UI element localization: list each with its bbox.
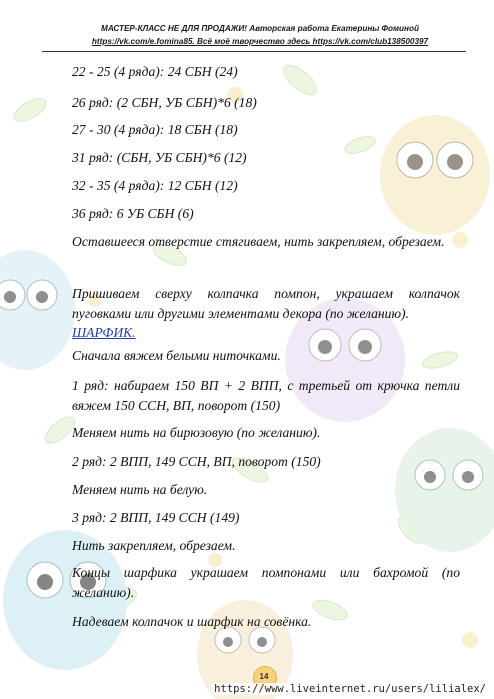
scarf-row-1: 1 ряд: набираем 150 ВП + 2 ВПП, с третьей от крючка петли вяжем 150 ССН, ВП, поворот (150) [72, 378, 460, 413]
row-36: 36 ряд: 6 УБ СБН (6) [72, 206, 194, 221]
row-27-30: 27 - 30 (4 ряда): 18 СБН (18) [72, 122, 238, 137]
row-26: 26 ряд: (2 СБН, УБ СБН)*6 (18) [72, 95, 257, 110]
row-32-35: 32 - 35 (4 ряда): 12 СБН (12) [72, 178, 238, 193]
section-title-scarf: ШАРФИК. [72, 325, 136, 340]
row-31: 31 ряд: (СБН, УБ СБН)*6 (12) [72, 150, 247, 165]
header-divider [42, 51, 466, 52]
page-number: 14 [259, 672, 269, 681]
scarf-row-3: 3 ряд: 2 ВПП, 149 ССН (149) [72, 510, 240, 525]
scarf-ends: Концы шарфика украшаем помпонами или бахромой (по желанию). [72, 565, 460, 600]
header-links[interactable]: https://vk.com/e.fomina85. Всё моё творчество здесь https://vk.com/club138500397 [91, 37, 429, 46]
paragraph-sew-pompom: Пришиваем сверху колпачка помпон, украшаем колпачок пуговками или другими элементами декора (по желанию). [72, 286, 460, 321]
header-copyright: МАСТЕР-КЛАСС НЕ ДЛЯ ПРОДАЖИ! Авторская работа Екатерины Фоминой [101, 24, 419, 33]
scarf-change-color-2: Меняем нить на белую. [72, 482, 208, 497]
scarf-fasten: Нить закрепляем, обрезаем. [72, 538, 236, 553]
page-header [60, 22, 460, 48]
scarf-row-2: 2 ряд: 2 ВПП, 149 ССН, ВП, поворот (150) [72, 454, 321, 469]
scarf-change-color-1: Меняем нить на бирюзовую (по желанию). [72, 425, 321, 440]
row-22-25: 22 - 25 (4 ряда): 24 СБН (24) [72, 64, 238, 79]
scarf-intro: Сначала вяжем белыми ниточками. [72, 348, 281, 363]
scarf-final: Надеваем колпачок и шарфик на совёнка. [72, 614, 312, 629]
watermark-url[interactable]: https://www.liveinternet.ru/users/lilialex/ [214, 683, 486, 695]
paragraph-close-hole: Оставшееся отверстие стягиваем, нить закрепляем, обрезаем. [72, 234, 445, 249]
